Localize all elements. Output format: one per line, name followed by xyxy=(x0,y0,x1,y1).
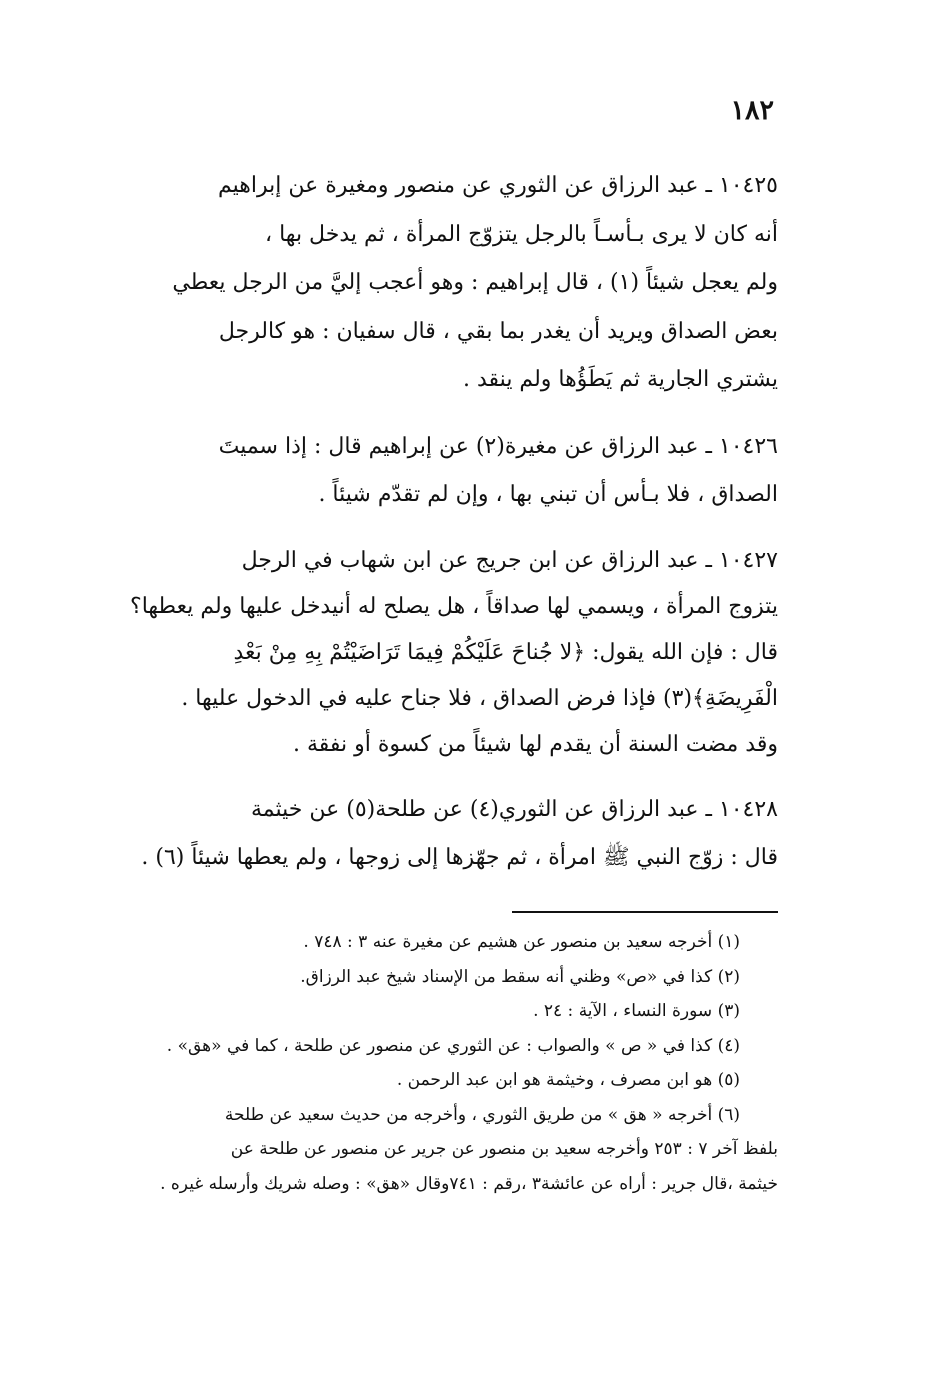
text-line: ١٠٤٢٧ ـ عبد الرزاق عن ابن جريج عن ابن شهاب في الرجل xyxy=(241,547,778,573)
footnote: (٣) سورة النساء ، الآية : ٢٤ . xyxy=(533,1001,740,1021)
page-number: ١٨٢ xyxy=(730,95,774,126)
text-line: ١٠٤٢٨ ـ عبد الرزاق عن الثوري(٤) عن طلحة(٥) عن خيثمة xyxy=(250,796,778,822)
text-line: قال : زوّج النبي ﷺ امرأة ، ثم جهّزها إلى زوجها ، ولم يعطها شيئاً (٦) . xyxy=(141,845,778,870)
footnote: (٤) كذا في « ص » والصواب : عن الثوري عن منصور عن طلحة ، كما في «هق» . xyxy=(166,1035,740,1056)
text-line: الصداق ، فلا بـأس أن تبني بها ، وإن لم تقدّم شيئاً . xyxy=(318,482,778,507)
text-line: ١٠٤٢٦ ـ عبد الرزاق عن مغيرة(٢) عن إبراهيم قال : إذا سميتَ xyxy=(218,433,778,459)
text-line: أنه كان لا يرى بـأسـاً بالرجل يتزوّج المرأة ، ثم يدخل بها ، xyxy=(265,221,778,247)
text-line: يشتري الجارية ثم يَطَؤُها ولم ينقد . xyxy=(463,367,778,392)
text-line: ١٠٤٢٥ ـ عبد الرزاق عن الثوري عن منصور ومغيرة عن إبراهيم xyxy=(217,173,778,198)
text-line: يتزوج المرأة ، ويسمي لها صداقاً ، هل يصلح له أنيدخل عليها ولم يعطها؟ xyxy=(130,593,778,619)
hadith-10426 xyxy=(114,423,778,520)
text-line: ولم يعجل شيئاً (١) ، قال إبراهيم : وهو أعجب إليَّ من الرجل يعطي xyxy=(172,270,778,295)
text-line: بعض الصداق ويريد أن يغدر بما بقي ، قال سفيان : هو كالرجل xyxy=(218,318,778,344)
main-text xyxy=(114,162,778,901)
footnote-continuation: بلفظ آخر ٧ : ٢٥٣ وأخرجه سعيد بن منصور عن جرير عن منصور عن طلحة عن xyxy=(230,1139,778,1159)
footnotes xyxy=(114,925,778,1201)
footnote-separator xyxy=(512,911,778,913)
footnote: (٦) أخرجه « هق » من طريق الثوري ، وأخرجه من حديث سعيد عن طلحة xyxy=(224,1104,740,1125)
hadith-10427 xyxy=(114,538,778,768)
text-line: قال : فإن الله يقول: ﴿لا جُناحَ عَلَيْكُمْ فِيمَا تَرَاضَيْتُمْ بِهِ مِنْ بَعْدِ xyxy=(233,639,778,665)
text-line: وقد مضت السنة أن يقدم لها شيئاً من كسوة أو نفقة . xyxy=(292,731,778,757)
hadith-10425 xyxy=(114,162,778,405)
hadith-10428 xyxy=(114,786,778,883)
footnote: (٥) هو ابن مصرف ، وخيثمة هو ابن عبد الرحمن . xyxy=(396,1070,740,1090)
footnote-continuation: خيثمة ،قال جرير : أراه عن عائشة٣ ،رقم : ٧٤١وقال «هق» : وصله شريك وأرسله غيره . xyxy=(160,1173,778,1194)
footnote: (٢) كذا في «ص» وظني أنه سقط من الإسناد شيخ عبد الرزاق. xyxy=(300,966,740,987)
footnote: (١) أخرجه سعيد بن منصور عن هشيم عن مغيرة عنه ٣ : ٧٤٨ . xyxy=(303,932,740,952)
text-line: الْفَرِيضَةِ﴾(٣) فإذا فرض الصداق ، فلا جناح عليه في الدخول عليها . xyxy=(181,685,778,711)
